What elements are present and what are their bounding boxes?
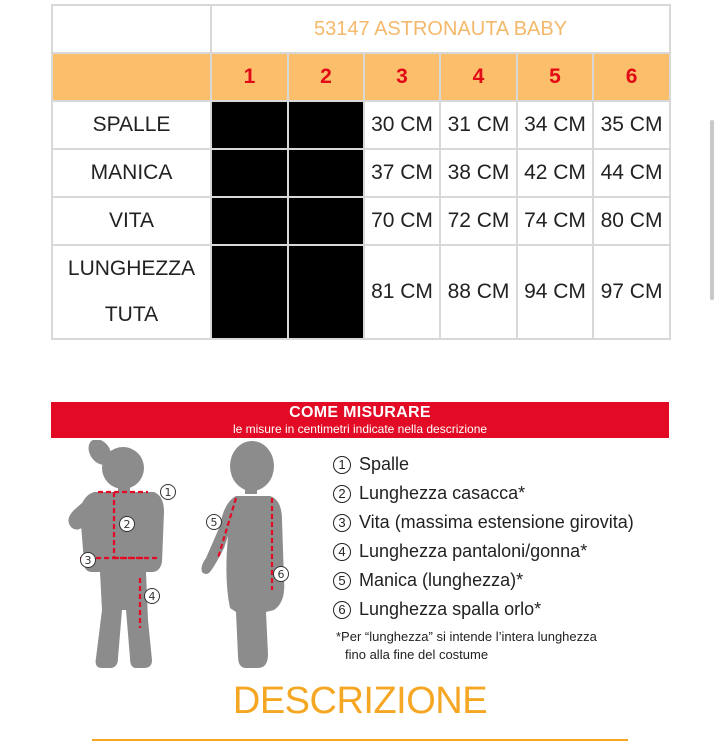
- row-label-spalle: SPALLE: [52, 101, 211, 149]
- value-cell: 42 CM: [517, 149, 593, 197]
- legend-item: [333, 450, 693, 479]
- value-cell: 72 CM: [440, 197, 517, 245]
- length-note: [336, 628, 676, 664]
- size-header-4: 4: [440, 53, 517, 101]
- size-header-2: 2: [288, 53, 364, 101]
- figure-label-1: 1: [164, 486, 172, 499]
- legend-item: [333, 479, 693, 508]
- description-title: DESCRIZIONE: [232, 680, 488, 722]
- legend-item: [333, 595, 693, 624]
- value-cell: 31 CM: [440, 101, 517, 149]
- unavailable-cell: [288, 149, 364, 197]
- figure-label-6: 6: [277, 568, 285, 581]
- size-table: [51, 4, 671, 340]
- legend-item: [333, 537, 693, 566]
- legend-text: Lunghezza casacca*: [359, 483, 526, 503]
- legend-item: [333, 566, 693, 595]
- table-row: [52, 245, 670, 339]
- legend-number: 1: [333, 456, 351, 474]
- unavailable-cell: [211, 197, 288, 245]
- legend-text: Vita (massima estensione girovita): [359, 512, 634, 532]
- value-cell: 88 CM: [440, 245, 517, 339]
- value-cell: 80 CM: [593, 197, 670, 245]
- figure-label-5: 5: [210, 516, 218, 529]
- legend-text: Manica (lunghezza)*: [359, 570, 524, 590]
- value-cell: 38 CM: [440, 149, 517, 197]
- legend-text: Spalle: [359, 454, 410, 474]
- value-cell: 94 CM: [517, 245, 593, 339]
- table-corner-cell: [52, 5, 211, 53]
- value-cell: 35 CM: [593, 101, 670, 149]
- unavailable-cell: [211, 149, 288, 197]
- value-cell: 81 CM: [364, 245, 440, 339]
- measure-banner: [51, 402, 669, 438]
- table-title: 53147 ASTRONAUTA BABY: [211, 5, 670, 53]
- table-row: [52, 197, 670, 245]
- row-label-line: LUNGHEZZA: [67, 257, 196, 280]
- value-cell: 34 CM: [517, 101, 593, 149]
- row-label-lunghezza-tuta: [52, 245, 211, 339]
- legend-text: Lunghezza pantaloni/gonna*: [359, 541, 588, 561]
- legend-number: 2: [333, 485, 351, 503]
- value-cell: 37 CM: [364, 149, 440, 197]
- header-blank-cell: [52, 53, 211, 101]
- unavailable-cell: [288, 245, 364, 339]
- size-header-5: 5: [517, 53, 593, 101]
- size-header-row: [52, 53, 670, 101]
- figure-label-3: 3: [84, 554, 92, 567]
- row-label-manica: MANICA: [52, 149, 211, 197]
- measure-subtitle: le misure in centimetri indicate nella descrizione: [232, 422, 488, 436]
- measure-title: COME MISURARE: [289, 404, 431, 421]
- unavailable-cell: [288, 197, 364, 245]
- row-label-line: TUTA: [104, 303, 159, 326]
- legend-number: 4: [333, 543, 351, 561]
- value-cell: 30 CM: [364, 101, 440, 149]
- value-cell: 74 CM: [517, 197, 593, 245]
- legend-number: 3: [333, 514, 351, 532]
- legend-text: Lunghezza spalla orlo*: [359, 599, 542, 619]
- legend-item: [333, 508, 693, 537]
- scrollbar[interactable]: [710, 120, 714, 300]
- value-cell: 70 CM: [364, 197, 440, 245]
- row-label-vita: VITA: [52, 197, 211, 245]
- table-row: [52, 101, 670, 149]
- legend-number: 6: [333, 601, 351, 619]
- description-divider: [92, 739, 628, 741]
- value-cell: 44 CM: [593, 149, 670, 197]
- legend-number: 5: [333, 572, 351, 590]
- measure-legend: [333, 450, 693, 624]
- size-header-6: 6: [593, 53, 670, 101]
- value-cell: 97 CM: [593, 245, 670, 339]
- note-line: fino alla fine del costume: [345, 647, 489, 662]
- measure-figures: [60, 440, 330, 680]
- size-header-1: 1: [211, 53, 288, 101]
- unavailable-cell: [211, 101, 288, 149]
- size-header-3: 3: [364, 53, 440, 101]
- unavailable-cell: [288, 101, 364, 149]
- unavailable-cell: [211, 245, 288, 339]
- table-row: [52, 149, 670, 197]
- figure-label-4: 4: [148, 590, 156, 603]
- note-line: *Per “lunghezza” si intende l’intera lunghezza: [336, 629, 597, 644]
- figure-label-2: 2: [123, 518, 131, 531]
